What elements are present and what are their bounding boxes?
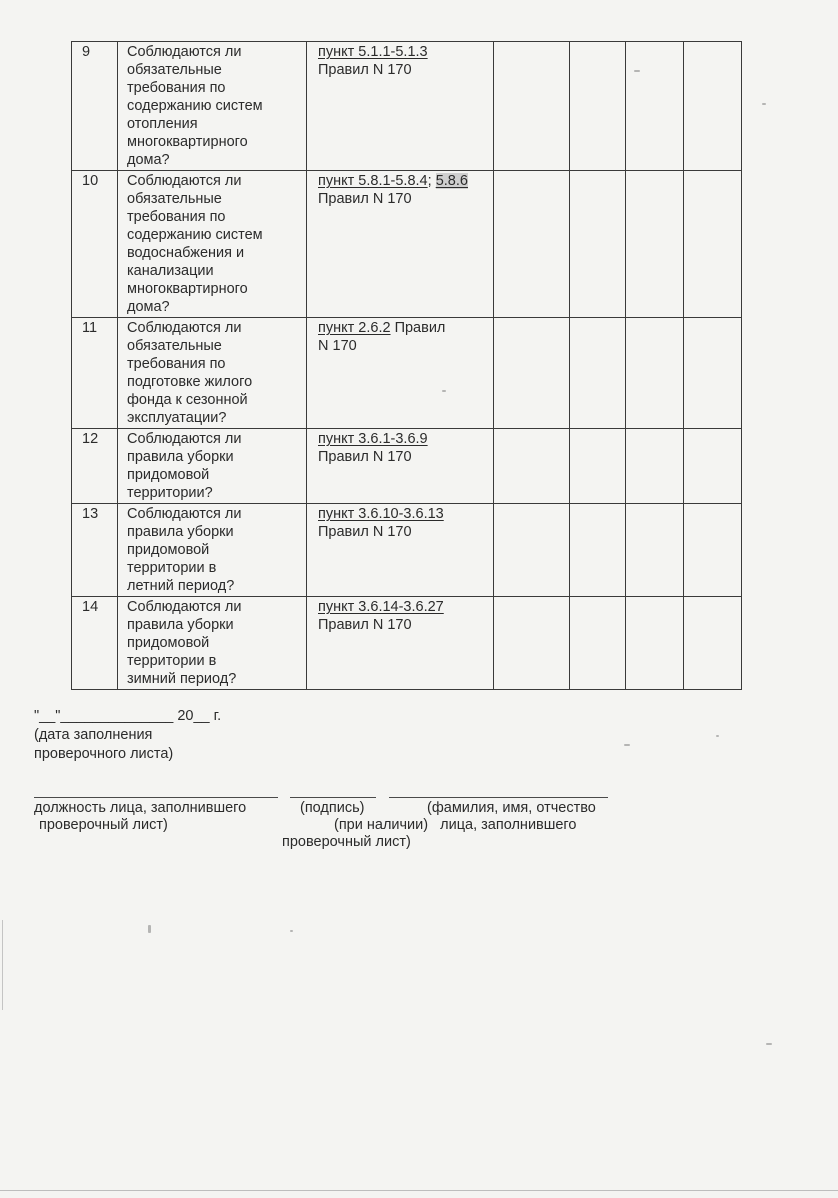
- checklist-table: [71, 41, 742, 690]
- question-line: подготовке жилого: [127, 374, 253, 390]
- question-cell: [118, 171, 307, 318]
- position-caption: проверочный лист): [39, 817, 168, 833]
- table-row: [72, 171, 742, 318]
- question-line: требования по: [127, 209, 226, 225]
- reference-text: ;: [427, 173, 436, 189]
- reference-cell: [307, 42, 494, 171]
- regulation-link[interactable]: пункт 2.6.2: [318, 320, 391, 336]
- question-line: требования по: [127, 80, 226, 96]
- reference-line: [318, 430, 487, 448]
- checklist-table-body: [72, 42, 742, 690]
- reference-line: [318, 616, 487, 634]
- question-cell: [118, 429, 307, 504]
- signature-caption: (подпись): [300, 800, 365, 816]
- answer-cell[interactable]: [626, 504, 684, 597]
- answer-cell[interactable]: [626, 597, 684, 690]
- full-name-caption: проверочный лист): [282, 834, 411, 850]
- date-fill-line: "__"______________ 20__ г.: [34, 708, 222, 724]
- regulation-link[interactable]: пункт 3.6.10-3.6.13: [318, 506, 444, 522]
- question-line: эксплуатации?: [127, 410, 227, 426]
- answer-cell[interactable]: [684, 42, 742, 171]
- answer-cell[interactable]: [684, 171, 742, 318]
- question-line: многоквартирного: [127, 134, 248, 150]
- answer-cell[interactable]: [570, 171, 626, 318]
- full-name-caption: (при наличии) лица, заполнившего: [334, 817, 577, 833]
- row-number: 13: [72, 504, 118, 597]
- question-line: отопления: [127, 116, 198, 132]
- scan-speck: [624, 744, 630, 746]
- question-line: многоквартирного: [127, 281, 248, 297]
- question-cell: [118, 42, 307, 171]
- question-line: Соблюдаются ли: [127, 431, 242, 447]
- signature-caption-row: [34, 817, 654, 834]
- answer-cell[interactable]: [626, 42, 684, 171]
- question-cell: [118, 504, 307, 597]
- regulation-link[interactable]: пункт 5.1.1-5.1.3: [318, 44, 428, 60]
- answer-cell[interactable]: [570, 429, 626, 504]
- question-line: Соблюдаются ли: [127, 320, 242, 336]
- reference-text: Правил N 170: [318, 449, 412, 465]
- table-row: [72, 429, 742, 504]
- question-line: водоснабжения и: [127, 245, 245, 261]
- answer-cell[interactable]: [684, 597, 742, 690]
- question-line: обязательные: [127, 191, 222, 207]
- scan-speck: [290, 930, 293, 932]
- reference-text: Правил N 170: [318, 524, 412, 540]
- row-number: 10: [72, 171, 118, 318]
- table-row: [72, 318, 742, 429]
- row-number: 9: [72, 42, 118, 171]
- date-caption: проверочного листа): [34, 746, 174, 762]
- page-edge: [2, 920, 3, 1010]
- question-line: Соблюдаются ли: [127, 44, 242, 60]
- question-line: территории в: [127, 560, 217, 576]
- reference-line: [318, 505, 487, 523]
- answer-cell[interactable]: [494, 429, 570, 504]
- question-line: фонда к сезонной: [127, 392, 248, 408]
- question-line: дома?: [127, 299, 170, 315]
- reference-text: Правил N 170: [318, 191, 412, 207]
- question-line: придомовой: [127, 542, 210, 558]
- scan-speck: [148, 925, 151, 933]
- reference-cell: [307, 171, 494, 318]
- answer-cell[interactable]: [494, 597, 570, 690]
- question-line: требования по: [127, 356, 226, 372]
- question-line: содержанию систем: [127, 227, 263, 243]
- answer-cell[interactable]: [494, 42, 570, 171]
- position-signature-line: [34, 797, 278, 798]
- signature-caption-row: [34, 800, 654, 817]
- table-row: [72, 42, 742, 171]
- reference-cell: [307, 318, 494, 429]
- question-line: Соблюдаются ли: [127, 599, 242, 615]
- reference-line: [318, 172, 487, 190]
- answer-cell[interactable]: [684, 504, 742, 597]
- scan-speck: [762, 103, 766, 105]
- reference-line: [318, 190, 487, 208]
- question-line: летний период?: [127, 578, 235, 594]
- reference-cell: [307, 597, 494, 690]
- question-line: правила уборки: [127, 524, 234, 540]
- answer-cell[interactable]: [494, 504, 570, 597]
- question-line: правила уборки: [127, 617, 234, 633]
- question-line: обязательные: [127, 338, 222, 354]
- question-cell: [118, 597, 307, 690]
- regulation-link[interactable]: пункт 3.6.14-3.6.27: [318, 599, 444, 615]
- scan-speck: [766, 1043, 772, 1045]
- table-row: [72, 504, 742, 597]
- regulation-link[interactable]: 5.8.6: [435, 173, 468, 189]
- question-line: дома?: [127, 152, 170, 168]
- question-line: обязательные: [127, 62, 222, 78]
- full-name-caption: (фамилия, имя, отчество: [427, 800, 596, 816]
- question-cell: [118, 318, 307, 429]
- answer-cell[interactable]: [570, 504, 626, 597]
- reference-line: [318, 523, 487, 541]
- answer-cell[interactable]: [684, 318, 742, 429]
- answer-cell[interactable]: [494, 318, 570, 429]
- question-line: Соблюдаются ли: [127, 173, 242, 189]
- question-line: придомовой: [127, 467, 210, 483]
- regulation-link[interactable]: пункт 3.6.1-3.6.9: [318, 431, 428, 447]
- reference-line: [318, 319, 487, 337]
- answer-cell[interactable]: [626, 171, 684, 318]
- question-line: канализации: [127, 263, 214, 279]
- answer-cell[interactable]: [626, 318, 684, 429]
- answer-cell[interactable]: [570, 318, 626, 429]
- row-number: 11: [72, 318, 118, 429]
- date-caption: (дата заполнения: [34, 727, 153, 743]
- reference-line: [318, 43, 487, 61]
- row-number: 14: [72, 597, 118, 690]
- full-name-signature-line: [389, 797, 608, 798]
- reference-line: [318, 598, 487, 616]
- reference-text: Правил N 170: [318, 62, 412, 78]
- reference-line: [318, 61, 487, 79]
- answer-cell[interactable]: [684, 429, 742, 504]
- question-line: территории?: [127, 485, 213, 501]
- reference-line: [318, 337, 487, 355]
- answer-cell[interactable]: [570, 597, 626, 690]
- question-line: содержанию систем: [127, 98, 263, 114]
- reference-cell: [307, 504, 494, 597]
- signature-line: [290, 797, 376, 798]
- reference-line: [318, 448, 487, 466]
- question-line: придомовой: [127, 635, 210, 651]
- row-number: 12: [72, 429, 118, 504]
- answer-cell[interactable]: [570, 42, 626, 171]
- signature-caption-row: [34, 834, 654, 851]
- question-line: правила уборки: [127, 449, 234, 465]
- position-caption: должность лица, заполнившего: [34, 800, 247, 816]
- reference-text: N 170: [318, 338, 357, 354]
- regulation-link[interactable]: пункт 5.8.1-5.8.4: [318, 173, 428, 189]
- question-line: Соблюдаются ли: [127, 506, 242, 522]
- reference-text: Правил: [390, 320, 446, 336]
- table-row: [72, 597, 742, 690]
- reference-text: Правил N 170: [318, 617, 412, 633]
- question-line: территории в: [127, 653, 217, 669]
- date-block: [34, 707, 221, 764]
- scan-speck: [716, 735, 719, 737]
- answer-cell[interactable]: [494, 171, 570, 318]
- page-edge: [0, 1190, 838, 1191]
- question-line: зимний период?: [127, 671, 237, 687]
- reference-cell: [307, 429, 494, 504]
- signature-block: [34, 800, 654, 851]
- answer-cell[interactable]: [626, 429, 684, 504]
